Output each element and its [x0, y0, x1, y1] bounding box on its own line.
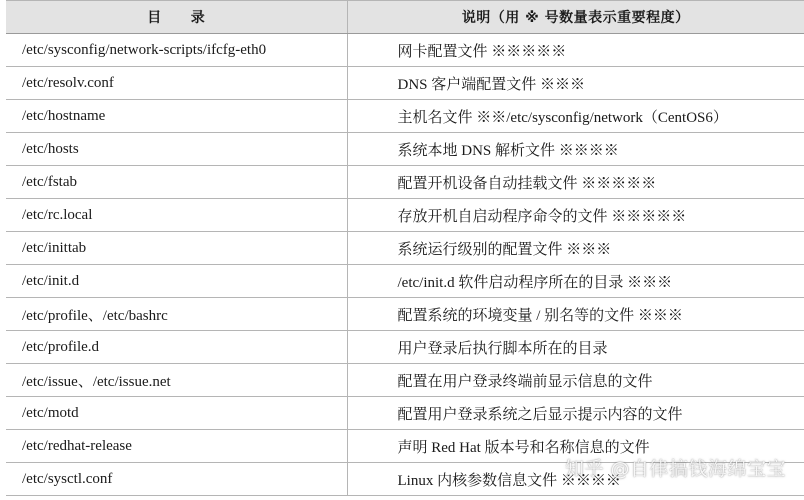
zhihu-watermark: 知乎 @自律搞钱海绵宝宝: [564, 458, 786, 480]
path-cell: /etc/motd: [6, 397, 347, 430]
path-cell: /etc/hosts: [6, 133, 347, 166]
table-row: [6, 298, 804, 331]
table-row: [6, 331, 804, 364]
header-directory: 目 录: [6, 1, 347, 34]
description-cell: 网卡配置文件 ※※※※※: [347, 34, 804, 67]
description-cell: DNS 客户端配置文件 ※※※: [347, 67, 804, 100]
path-cell: /etc/fstab: [6, 166, 347, 199]
table-header-row: [6, 1, 804, 34]
path-cell: /etc/profile.d: [6, 331, 347, 364]
path-cell: /etc/sysctl.conf: [6, 463, 347, 496]
table-row: [6, 265, 804, 298]
path-cell: /etc/profile、/etc/bashrc: [6, 298, 347, 331]
path-cell: /etc/sysconfig/network-scripts/ifcfg-eth0: [6, 34, 347, 67]
description-cell: 配置系统的环境变量 / 别名等的文件 ※※※: [347, 298, 804, 331]
description-cell: 系统运行级别的配置文件 ※※※: [347, 232, 804, 265]
header-description: 说明（用 ※ 号数量表示重要程度）: [347, 1, 804, 34]
table-row: [6, 67, 804, 100]
description-cell: Linux 内核参数信息文件 ※※※※: [347, 463, 804, 496]
table-row: [6, 166, 804, 199]
description-cell: 配置在用户登录终端前显示信息的文件: [347, 364, 804, 397]
table-row: [6, 100, 804, 133]
path-cell: /etc/inittab: [6, 232, 347, 265]
table-row: [6, 133, 804, 166]
description-cell: /etc/init.d 软件启动程序所在的目录 ※※※: [347, 265, 804, 298]
table-row: [6, 364, 804, 397]
description-cell: 系统本地 DNS 解析文件 ※※※※: [347, 133, 804, 166]
path-cell: /etc/init.d: [6, 265, 347, 298]
description-cell: 存放开机自启动程序命令的文件 ※※※※※: [347, 199, 804, 232]
table-row: [6, 232, 804, 265]
path-cell: /etc/issue、/etc/issue.net: [6, 364, 347, 397]
table-row: [6, 397, 804, 430]
path-cell: /etc/rc.local: [6, 199, 347, 232]
description-cell: 配置用户登录系统之后显示提示内容的文件: [347, 397, 804, 430]
description-cell: 主机名文件 ※※/etc/sysconfig/network（CentOS6）: [347, 100, 804, 133]
path-cell: /etc/redhat-release: [6, 430, 347, 463]
etc-files-table: [6, 0, 804, 496]
table-row: [6, 199, 804, 232]
description-cell: 用户登录后执行脚本所在的目录: [347, 331, 804, 364]
description-cell: 配置开机设备自动挂载文件 ※※※※※: [347, 166, 804, 199]
table-row: [6, 34, 804, 67]
path-cell: /etc/hostname: [6, 100, 347, 133]
path-cell: /etc/resolv.conf: [6, 67, 347, 100]
description-cell: 声明 Red Hat 版本号和名称信息的文件: [347, 430, 804, 463]
